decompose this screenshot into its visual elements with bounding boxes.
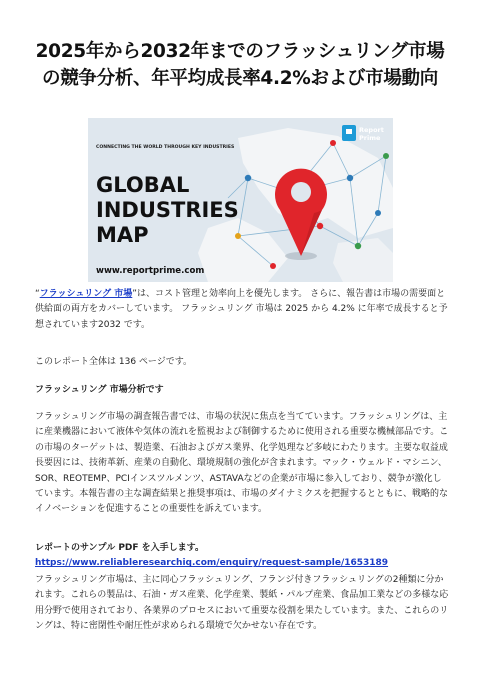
intro-text: ”は、コスト管理と効率向上を優先します。 さらに、報告書は市場の需要面と供給面の両方をカバーしています。 フラッシュリング 市場は 2025 から 4.2% に年率で成長すると予想されています2032 です。 xyxy=(35,289,448,330)
banner-tagline: CONNECTING THE WORLD THROUGH KEY INDUSTRIES xyxy=(96,145,235,150)
sample-label: レポートのサンプル PDF を入手します。 xyxy=(35,543,204,553)
banner-website: www.reportprime.com xyxy=(96,266,205,276)
banner-heading-line3: MAP xyxy=(96,223,149,247)
quote-mark: “ xyxy=(35,289,40,299)
intro-paragraph xyxy=(35,287,449,333)
sample-request xyxy=(35,541,449,572)
banner-heading-line2: INDUSTRIES xyxy=(96,198,239,222)
types-paragraph: フラッシュリング市場は、主に同心フラッシュリング、フランジ付きフラッシュリングの2種類に分かれます。これらの製品は、石油・ガス産業、化学産業、製紙・パルプ産業、食品加工業などの多様な応用分野で使用されており、各業界のプロセスにおいて重要な役割を果たしています。また、これらのリングは、特に密閉性や耐圧性が求められる環境で欠かせない存在です。 xyxy=(35,575,449,632)
banner-image xyxy=(88,118,393,282)
sample-link[interactable]: https://www.reliableresearchiq.com/enquiry/request-sample/1653189 xyxy=(35,558,389,569)
page-title: 2025年から2032年までのフラッシュリング市場の競争分析、年平均成長率4.2%および市場動向 xyxy=(35,41,445,89)
pages-note: このレポート全体は 136 ページです。 xyxy=(35,357,193,367)
analysis-paragraph: フラッシュリング市場の調査報告書では、市場の状況に焦点を当てています。フラッシュリングは、主に産業機器において液体や気体の流れを監視および制御するために使用される重要な機械部品です。この市場のターゲットは、製造業、石油およびガス業界、化学処理など多岐にわたります。主要な収益成長要因には、技術革新、産業の自動化、環境規制の強化が含まれます。マック・ウェルド・マシニン、SOR、REOTEMP、PCIインスツルメンツ、ASTAVAなどの企業が市場に参入しており、競争が激化しています。本報告書の主な調査結果と推奨事項は、市場のダイナミクスを把握するとともに、戦略的なイノベーションを促進することの重要性を訴えています。 xyxy=(35,412,449,515)
market-link[interactable]: フラッシュリング 市場 xyxy=(39,289,133,299)
world-map-illustration xyxy=(88,118,393,282)
logo-text-line2: Prime xyxy=(359,134,381,142)
banner-heading-line1: GLOBAL xyxy=(96,173,190,197)
reportprime-logo xyxy=(340,124,388,148)
section-heading: フラッシュリング 市場分析です xyxy=(35,385,164,395)
logo-text-line1: Report xyxy=(359,126,384,134)
